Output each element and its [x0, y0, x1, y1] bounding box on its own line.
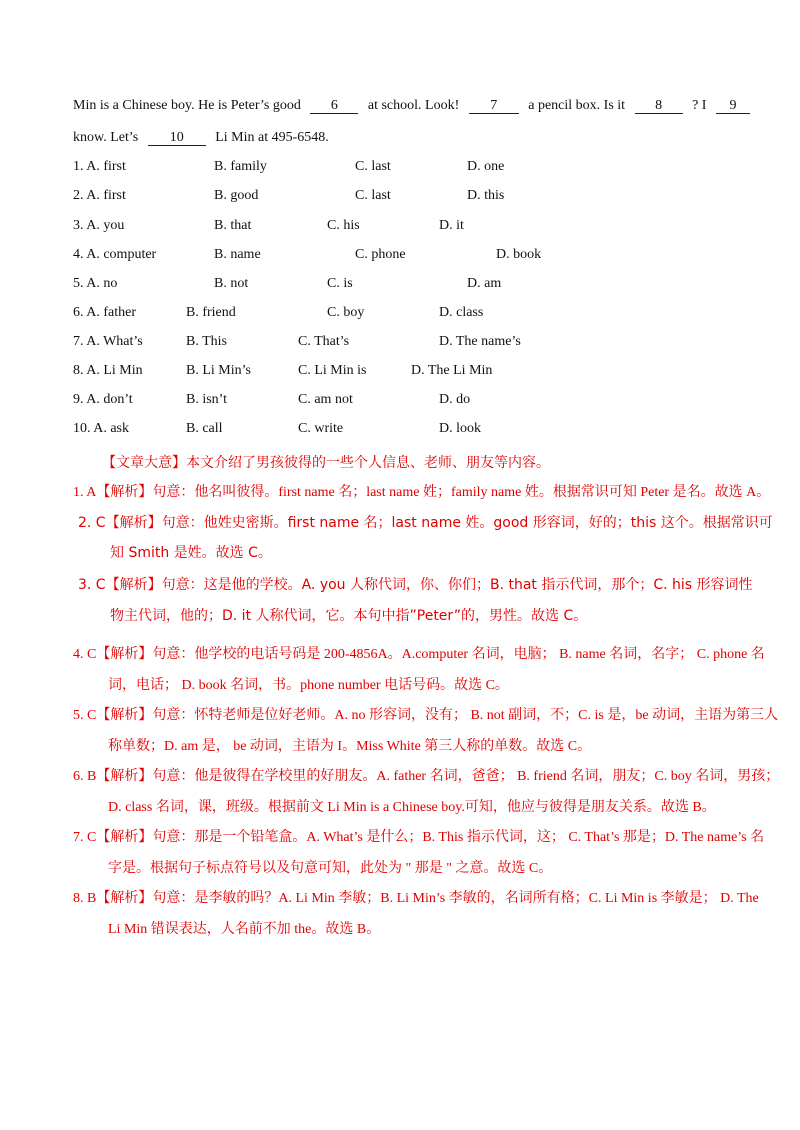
- option-a: 2. A. first: [73, 188, 126, 203]
- option-a: 1. A. first: [73, 159, 126, 174]
- option-c: C. write: [298, 421, 344, 436]
- option-d: D. one: [467, 159, 505, 174]
- blank-10: 10: [148, 131, 206, 146]
- option-a: 10. A. ask: [73, 421, 129, 436]
- option-a: 5. A. no: [73, 276, 118, 291]
- answer-3-line-2: 物主代词，他的；D. it 人称代词，它。本句中指”Peter”的，男性。故选 C。: [110, 608, 588, 624]
- passage-text: ? I: [692, 98, 707, 113]
- answer-4-line-2: 词，电话； D. book 名词，书。phone number 电话号码。故选 C。: [108, 678, 509, 693]
- option-c: C. last: [355, 188, 391, 203]
- option-d: D. look: [439, 421, 481, 436]
- option-c: C. boy: [327, 305, 365, 320]
- blank-6: 6: [310, 99, 358, 114]
- answer-7-line-1: 7. C【解析】句意：那是一个铅笔盒。A. What’s 是什么；B. This 指示代词，这； C. That’s 那是；D. The name’s 名: [73, 830, 765, 845]
- answer-5-line-2: 称单数；D. am 是， be 动词，主语为 I。Miss White 第三人称的单数。故选 C。: [108, 739, 592, 754]
- answer-6-line-2: D. class 名词，课，班级。根据前文 Li Min is a Chinese boy.可知，他应与彼得是朋友关系。故选 B。: [108, 800, 716, 815]
- option-b: B. family: [214, 159, 267, 174]
- option-b: B. name: [214, 247, 261, 262]
- option-a: 8. A. Li Min: [73, 363, 143, 378]
- passage-text: know. Let’s: [73, 130, 139, 145]
- passage-text: Min is a Chinese boy. He is Peter’s good: [73, 98, 301, 113]
- option-d: D. The name’s: [439, 334, 521, 349]
- option-d: D. do: [439, 392, 471, 407]
- answer-1: 1. A【解析】句意：他名叫彼得。first name 名；last name 姓；family name 姓。根据常识可知 Peter 是名。故选 A。: [73, 485, 771, 500]
- answer-7-line-2: 字是。根据句子标点符号以及句意可知，此处为 " 那是 " 之意。故选 C。: [108, 861, 553, 876]
- passage-text: at school. Look!: [367, 98, 460, 113]
- option-b: B. good: [214, 188, 259, 203]
- option-a: 6. A. father: [73, 305, 136, 320]
- option-c: C. last: [355, 159, 391, 174]
- article-summary: 【文章大意】本文介绍了男孩彼得的一些个人信息、老师、朋友等内容。: [102, 456, 550, 471]
- option-d: D. this: [467, 188, 505, 203]
- option-b: B. isn’t: [186, 392, 227, 407]
- option-b: B. not: [214, 276, 249, 291]
- passage-line-1: [73, 98, 756, 114]
- option-c: C. phone: [355, 247, 406, 262]
- option-d: D. The Li Min: [411, 363, 493, 378]
- option-c: C. his: [327, 218, 360, 233]
- answer-6-line-1: 6. B【解析】句意：他是彼得在学校里的好朋友。A. father 名词，爸爸； B. friend 名词，朋友；C. boy 名词，男孩；: [73, 769, 780, 784]
- passage-line-2: [73, 130, 329, 146]
- option-c: C. That’s: [298, 334, 350, 349]
- option-c: C. Li Min is: [298, 363, 367, 378]
- answer-2-line-2: 知 Smith 是姓。故选 C。: [110, 545, 272, 561]
- answer-4-line-1: 4. C【解析】句意：他学校的电话号码是 200-4856A。A.computer 名词，电脑； B. name 名词，名字； C. phone 名: [73, 647, 765, 662]
- option-b: B. that: [214, 218, 252, 233]
- answer-2-line-1: 2. C【解析】句意：他姓史密斯。first name 名；last name 姓。good 形容词，好的；this 这个。根据常识可: [78, 515, 773, 531]
- answer-3-line-1: 3. C【解析】句意：这是他的学校。A. you 人称代词，你、你们；B. that 指示代词，那个；C. his 形容词性: [78, 577, 753, 593]
- passage-text: a pencil box. Is it: [528, 98, 626, 113]
- option-a: 7. A. What’s: [73, 334, 143, 349]
- option-b: B. This: [186, 334, 227, 349]
- blank-7: 7: [469, 99, 519, 114]
- option-d: D. class: [439, 305, 484, 320]
- option-b: B. call: [186, 421, 223, 436]
- option-d: D. am: [467, 276, 502, 291]
- option-b: B. friend: [186, 305, 236, 320]
- option-a: 3. A. you: [73, 218, 125, 233]
- option-c: C. is: [327, 276, 353, 291]
- option-b: B. Li Min’s: [186, 363, 251, 378]
- answer-8-line-2: Li Min 错误表达，人名前不加 the。故选 B。: [108, 922, 381, 937]
- blank-9: 9: [716, 99, 750, 114]
- answer-5-line-1: 5. C【解析】句意：怀特老师是位好老师。A. no 形容词，没有； B. not 副词，不；C. is 是，be 动词，主语为第三人: [73, 708, 779, 723]
- blank-8: 8: [635, 99, 683, 114]
- option-d: D. book: [496, 247, 542, 262]
- passage-text: Li Min at 495-6548.: [215, 130, 329, 145]
- option-a: 9. A. don’t: [73, 392, 133, 407]
- option-a: 4. A. computer: [73, 247, 157, 262]
- answer-8-line-1: 8. B【解析】句意：是李敏的吗？A. Li Min 李敏；B. Li Min’s 李敏的，名词所有格；C. Li Min is 李敏是； D. The: [73, 891, 759, 906]
- option-d: D. it: [439, 218, 464, 233]
- option-c: C. am not: [298, 392, 353, 407]
